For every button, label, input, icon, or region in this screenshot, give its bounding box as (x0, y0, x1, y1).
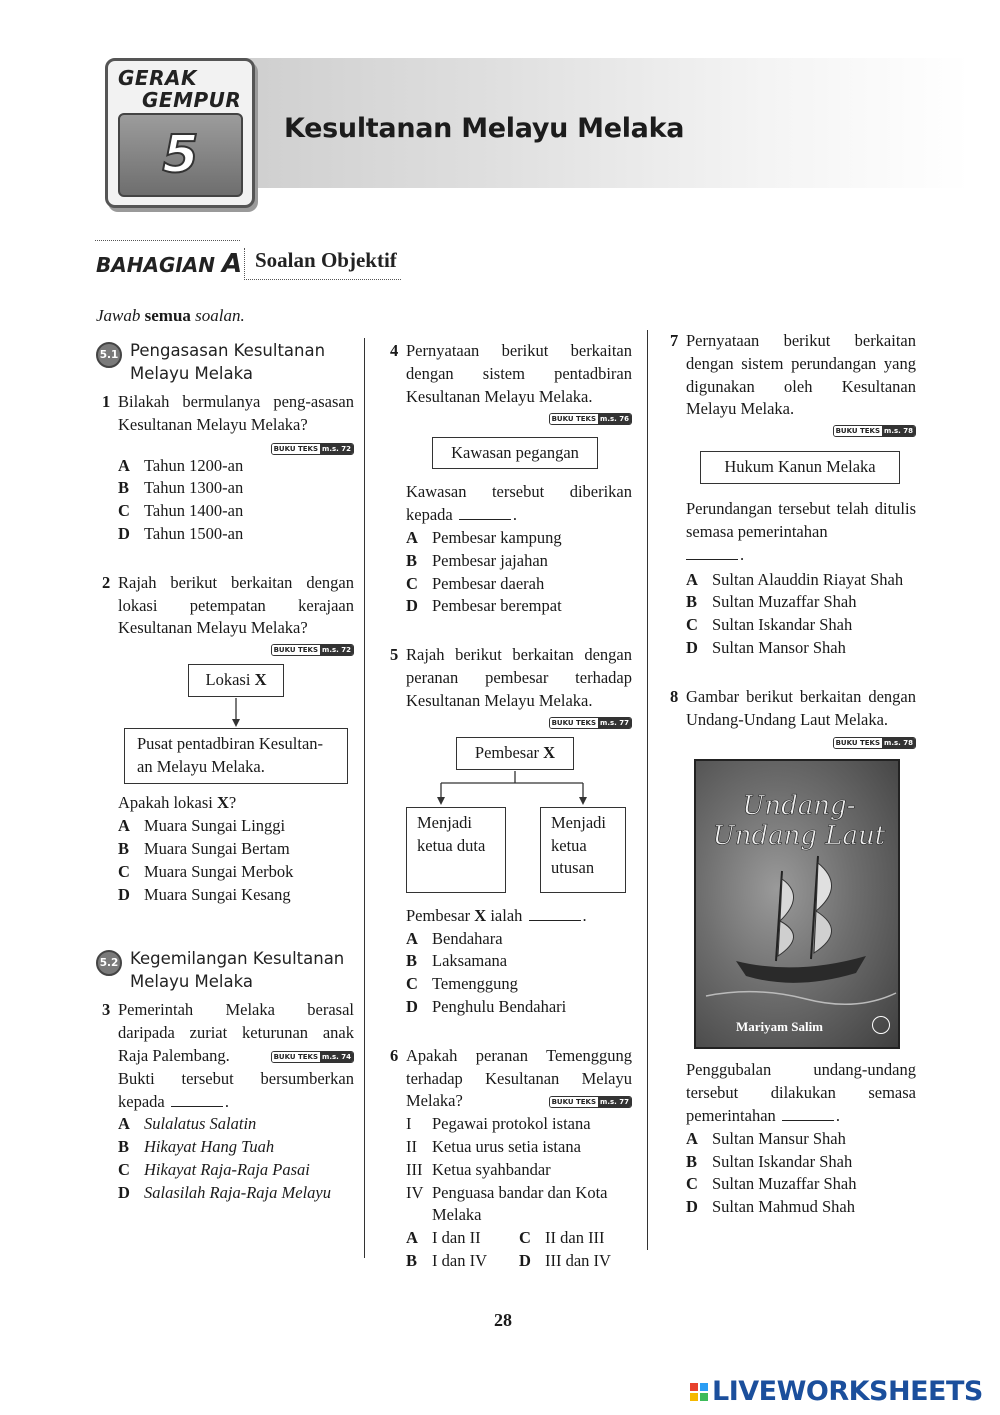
statement-numeral: I (406, 1114, 412, 1134)
topic-title: Pengasasan Kesultanan Melayu Melaka (130, 341, 326, 383)
question-number: 1 (102, 392, 111, 411)
option-b[interactable] (118, 838, 354, 861)
option-row-2 (406, 1250, 632, 1273)
option-b[interactable] (686, 591, 916, 614)
option-letter: C (686, 1174, 698, 1194)
question-stem-2-text: Kawasan tersebut diberikan kepada (406, 482, 632, 525)
cover-author: Mariyam Salim (736, 1019, 824, 1035)
question-3 (96, 999, 354, 1204)
statement-2 (406, 1136, 632, 1159)
option-text: Salasilah Raja-Raja Melayu (144, 1182, 331, 1202)
question-ask: Pembesar X ialah . (406, 905, 587, 925)
diagram-top-box (188, 664, 284, 697)
question-stem-text: Bilakah bermulanya peng-asasan Kesultanan Melayu Melaka? (118, 392, 354, 434)
question-6 (384, 1045, 632, 1273)
option-letter: C (519, 1228, 531, 1248)
answer-blank[interactable] (459, 519, 511, 520)
textbook-ref (549, 717, 632, 729)
option-text: Sultan Muzaffar Shah (712, 1174, 857, 1194)
option-text: Sultan Alauddin Riayat Shah (712, 569, 904, 589)
statement-numeral: III (406, 1159, 423, 1179)
option-text: I dan IV (432, 1250, 487, 1270)
ref-page: m.s. 77 (600, 1098, 629, 1107)
chapter-badge (105, 58, 255, 208)
diagram-top-x: X (543, 742, 556, 762)
option-c[interactable] (686, 1173, 916, 1196)
question-stem: Rajah berikut berkaitan dengan lokasi petempatan kerajaan Kesultanan Melayu Melaka? (118, 572, 354, 638)
chapter-number-box (118, 113, 243, 197)
answer-blank[interactable] (782, 1120, 834, 1121)
question-stem: Rajah berikut berkaitan dengan peranan pembesar terhadap Kesultanan Melayu Melaka. (406, 645, 632, 710)
ref-book: BUKU TEKS (551, 718, 597, 727)
option-letter: A (686, 1128, 698, 1148)
question-1 (96, 391, 354, 546)
question-stem: Pernyataan berikut berkaitan dengan sistem perundangan yang digunakan oleh Kesultanan Melayu Melaka. (686, 331, 916, 419)
option-text: Pembesar berempat (432, 596, 562, 616)
option-text: Laksamana (432, 951, 508, 971)
logo-square-3 (690, 1393, 698, 1401)
badge-line2: GEMPUR (142, 88, 242, 112)
option-text: II dan III (545, 1228, 605, 1248)
question-stem (686, 686, 916, 748)
question-7 (664, 330, 916, 660)
option-row-1 (406, 1227, 632, 1250)
question-4 (384, 340, 632, 618)
option-a[interactable] (118, 1113, 354, 1136)
option-text: Sultan Mansor Shah (712, 637, 846, 657)
ref-page: m.s. 78 (884, 739, 913, 748)
statement-3 (406, 1159, 632, 1182)
chapter-number: 5 (162, 125, 199, 185)
option-letter: C (118, 861, 130, 881)
answer-blank[interactable] (686, 559, 738, 560)
option-text: Sultan Iskandar Shah (712, 1151, 853, 1171)
question-number: 7 (670, 331, 679, 350)
option-letter: C (118, 1159, 130, 1179)
option-c[interactable] (118, 1159, 354, 1182)
option-text: Muara Sungai Kesang (144, 884, 291, 904)
option-b[interactable] (118, 1136, 354, 1159)
option-d[interactable] (686, 1196, 916, 1219)
option-letter: A (118, 455, 130, 475)
option-c[interactable] (519, 1227, 632, 1250)
ask-text: Pembesar (406, 905, 471, 925)
question-ask (118, 792, 354, 815)
question-number: 8 (670, 686, 679, 706)
page-title: Kesultanan Melayu Melaka (284, 113, 685, 144)
question-stem-text: Apakah peranan Temenggung terhadap Kesultanan Melayu Melaka? (406, 1045, 632, 1111)
option-a[interactable] (686, 569, 916, 592)
column-2 (384, 340, 632, 1273)
ref-book: BUKU TEKS (835, 427, 881, 436)
column-1 (96, 340, 354, 1205)
ref-book: BUKU TEKS (273, 1052, 319, 1061)
diagram-right-box: Menjadi ketua utusan (540, 807, 626, 893)
option-text: Pembesar jajahan (432, 550, 548, 570)
statement-text: Pegawai protokol istana (432, 1114, 591, 1134)
option-letter: D (118, 1182, 130, 1202)
option-a[interactable] (406, 928, 632, 951)
option-c[interactable] (118, 861, 354, 884)
option-letter: B (686, 592, 698, 612)
option-letter: D (686, 637, 698, 657)
option-text: Pembesar kampung (432, 528, 562, 547)
option-text: Muara Sungai Bertam (144, 838, 290, 858)
diagram-connectors (406, 771, 632, 807)
section-dots (95, 240, 240, 241)
option-letter: A (118, 1114, 130, 1134)
option-letter: D (406, 996, 418, 1016)
location-diagram (118, 664, 354, 784)
option-letter: B (118, 838, 130, 858)
option-text: Penghulu Bendahari (432, 996, 567, 1016)
question-stem-2-text: Penggubalan undang-undang tersebut dilakukan semasa pemerintahan (686, 1060, 916, 1125)
footer-brand[interactable] (690, 1376, 983, 1407)
option-letter: C (406, 974, 418, 994)
textbook-ref (271, 443, 354, 455)
footer-brand-text: LIVEWORKSHEETS (712, 1376, 983, 1407)
ref-book: BUKU TEKS (273, 646, 319, 655)
diagram-left-box: Menjadi ketua duta (406, 807, 506, 893)
option-c[interactable] (406, 573, 632, 596)
option-b[interactable] (686, 1151, 916, 1174)
question-stem-2 (686, 498, 916, 544)
ask-text-2: ialah (490, 905, 523, 925)
option-letter: A (406, 1228, 418, 1248)
option-b[interactable] (406, 1250, 519, 1273)
textbook-ref-line (406, 715, 632, 729)
book-cover-image (694, 759, 900, 1049)
instruction-word-2: semua (144, 306, 191, 325)
option-c[interactable] (686, 614, 916, 637)
diagram-arrow (230, 698, 242, 728)
ref-page: m.s. 72 (322, 444, 351, 453)
ask-x: X (216, 793, 229, 813)
ref-page: m.s. 74 (322, 1052, 351, 1061)
question-number: 4 (390, 341, 399, 360)
option-a[interactable] (686, 1128, 916, 1151)
question-stem-2-text: Perundangan tersebut telah ditulis semasa pemerintahan (686, 499, 916, 541)
option-letter: B (118, 478, 130, 498)
question-stem-text: Gambar berikut berkaitan dengan Undang-Undang Laut Melaka. (686, 686, 916, 729)
ref-book: BUKU TEKS (835, 739, 881, 748)
option-letter: C (406, 573, 418, 593)
option-letter: A (406, 928, 418, 948)
ref-page: m.s. 72 (322, 646, 351, 655)
statement-1 (406, 1113, 632, 1136)
option-letter: C (118, 501, 130, 521)
option-letter: D (519, 1250, 531, 1270)
option-text: Pembesar daerah (432, 573, 545, 593)
column-divider-1 (364, 338, 365, 1258)
option-letter: D (686, 1197, 698, 1217)
option-text: III dan IV (545, 1250, 611, 1270)
ask-x: X (474, 905, 487, 925)
option-letter: B (118, 1137, 130, 1157)
option-letter: C (686, 615, 698, 635)
answer-blank[interactable] (171, 1106, 223, 1107)
option-c[interactable] (406, 973, 632, 996)
diagram-top-box (456, 737, 574, 770)
ref-page: m.s. 78 (884, 427, 913, 436)
question-number: 2 (102, 572, 111, 592)
option-text: Tahun 1300-an (144, 478, 244, 498)
textbook-ref (833, 737, 916, 749)
option-letter: D (118, 523, 130, 543)
option-b[interactable] (406, 950, 632, 973)
answer-blank[interactable] (529, 920, 581, 921)
option-text: Muara Sungai Merbok (144, 861, 294, 881)
option-text: Tahun 1500-an (144, 523, 244, 543)
question-5 (384, 644, 632, 1019)
ask-mark: ? (228, 793, 237, 813)
option-text: Sultan Muzaffar Shah (712, 592, 857, 612)
option-letter: B (406, 1250, 418, 1270)
option-d[interactable] (118, 1182, 354, 1205)
topic-5-1 (96, 340, 354, 385)
cover-title: Undang-Undang Laut (712, 791, 886, 852)
question-stem (118, 391, 354, 453)
option-letter: D (118, 884, 130, 904)
logo-square-2 (700, 1383, 708, 1391)
question-2 (96, 572, 354, 907)
question-stem-2-text: Bukti tersebut bersumberkan kepada (118, 1068, 354, 1111)
option-d[interactable] (519, 1250, 632, 1273)
option-letter: B (406, 550, 418, 570)
role-diagram (406, 737, 632, 905)
option-text: Sultan Mahmud Shah (712, 1197, 855, 1217)
diagram-top-label: Pembesar (474, 742, 540, 762)
statement-text: Ketua urus setia istana (432, 1136, 581, 1156)
option-a[interactable] (406, 527, 632, 550)
topic-5-2 (96, 948, 354, 993)
textbook-ref (549, 413, 632, 425)
column-3 (664, 330, 916, 1219)
topic-title: Kegemilangan Kesultanan Melayu Melaka (130, 949, 345, 991)
option-text: I dan II (432, 1228, 481, 1248)
ref-book: BUKU TEKS (551, 1098, 597, 1107)
option-text: Sultan Iskandar Shah (712, 615, 853, 635)
question-stem-2: Penggubalan undang-undang tersebut dilakukan semasa pemerintahan . (686, 1060, 916, 1125)
section-part-prefix: BAHAGIAN (96, 253, 216, 277)
topic-badge: 5.2 (96, 950, 122, 976)
textbook-ref (833, 425, 916, 437)
question-stem-2: Kawasan tersebut diberikan kepada . (406, 482, 632, 525)
instruction-word-1: Jawab (96, 306, 141, 325)
statement-4 (406, 1182, 632, 1228)
question-8 (664, 686, 916, 1219)
ref-page: m.s. 77 (600, 718, 629, 727)
option-text: Sultan Mansur Shah (712, 1128, 846, 1148)
question-stem-text: Pemerintah Melaka berasal daripada zuriat keturunan anak Raja Palembang. (118, 1000, 354, 1065)
option-text: Bendahara (432, 928, 503, 948)
question-stem (406, 1045, 632, 1113)
option-b[interactable] (118, 477, 354, 500)
option-text: Temenggung (432, 974, 518, 994)
statement-text: Ketua syahbandar (432, 1159, 551, 1179)
option-letter: D (406, 596, 418, 616)
option-letter: A (406, 528, 418, 547)
option-d[interactable] (118, 884, 354, 907)
question-stem: Pernyataan berikut berkaitan dengan sistem pentadbiran Kesultanan Melayu Melaka. (406, 341, 632, 406)
option-text: Hikayat Raja-Raja Pasai (144, 1159, 310, 1179)
section-part-letter: A (221, 249, 243, 279)
option-letter: A (686, 569, 698, 589)
option-c[interactable] (118, 500, 354, 523)
option-d[interactable] (406, 996, 632, 1019)
question-stem (118, 999, 354, 1067)
instruction (96, 306, 245, 326)
question-stem-2: Bukti tersebut bersumberkan kepada . (118, 1068, 354, 1111)
textbook-ref-line (406, 410, 632, 424)
diagram-top-x: X (254, 670, 267, 690)
option-text: Tahun 1200-an (144, 455, 244, 475)
option-a[interactable] (406, 1227, 519, 1250)
textbook-ref-line (118, 642, 354, 656)
question-number: 5 (390, 645, 399, 665)
statement-box: Hukum Kanun Melaka (700, 451, 900, 484)
textbook-ref (271, 1051, 354, 1063)
option-letter: B (406, 951, 418, 971)
ref-book: BUKU TEKS (273, 444, 319, 453)
answer-line: . (686, 544, 916, 567)
section-part (96, 249, 242, 279)
option-d[interactable] (406, 595, 632, 618)
option-letter: A (118, 816, 130, 836)
question-number: 6 (390, 1045, 399, 1065)
option-text: Tahun 1400-an (144, 501, 244, 521)
page-number: 28 (494, 1310, 512, 1330)
logo-square-4 (700, 1393, 708, 1401)
option-text: Muara Sungai Linggi (144, 816, 286, 836)
liveworksheets-logo-icon (690, 1383, 708, 1401)
textbook-ref (271, 644, 354, 656)
ask-text: Apakah lokasi (118, 793, 213, 813)
ref-page: m.s. 76 (600, 414, 629, 423)
column-divider-2 (647, 330, 648, 1250)
diagram-bottom-box: Pusat pentadbiran Kesultan-an Melayu Melaka. (124, 728, 348, 784)
diagram-top-label: Lokasi (205, 670, 251, 690)
statement-numeral: IV (406, 1182, 424, 1202)
option-text: Sulalatus Salatin (144, 1114, 257, 1134)
option-text: Hikayat Hang Tuah (144, 1137, 275, 1157)
statement-box: Kawasan pegangan (432, 437, 598, 470)
option-a[interactable] (118, 455, 354, 478)
statement-text: Penguasa bandar dan Kota Melaka (432, 1182, 608, 1225)
option-d[interactable] (686, 637, 916, 660)
instruction-word-3: soalan. (195, 306, 245, 325)
badge-line1: GERAK (118, 66, 197, 90)
statement-numeral: II (406, 1136, 417, 1156)
option-a[interactable] (118, 815, 354, 838)
logo-square-1 (690, 1383, 698, 1391)
option-letter: B (686, 1151, 698, 1171)
ref-book: BUKU TEKS (551, 414, 597, 423)
option-d[interactable] (118, 523, 354, 546)
section-name: Soalan Objektif (244, 248, 401, 280)
option-b[interactable] (406, 550, 632, 573)
question-number: 3 (102, 1000, 111, 1020)
textbook-ref-line (686, 423, 916, 437)
textbook-ref (549, 1096, 632, 1108)
topic-badge: 5.1 (96, 342, 122, 368)
